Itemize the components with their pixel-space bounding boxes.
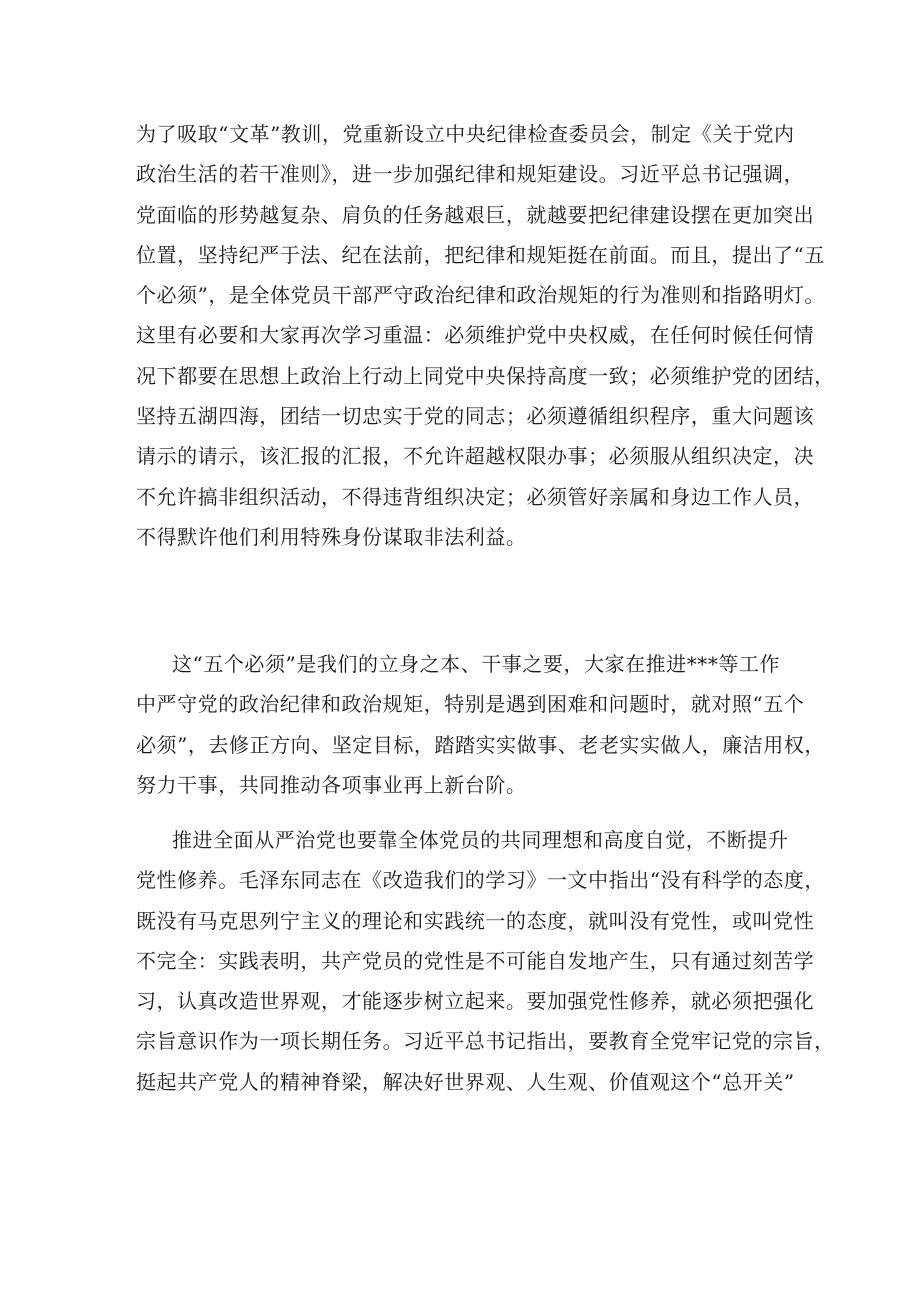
text-line: 挺起共产党人的精神脊梁，解决好世界观、人生观、价值观这个“总开关”: [136, 1069, 795, 1094]
text-line: 中严守党的政治纪律和政治规矩，特别是遇到困难和问题时，就对照“五个: [136, 692, 805, 717]
paragraph-1: [136, 114, 835, 557]
text-line-first: 推进全面从严治党也要靠全体党员的共同理想和高度自觉，不断提升: [172, 828, 789, 852]
text-line: 既没有马克思列宁主义的理论和实践统一的态度，就叫没有党性，或叫党性: [136, 908, 815, 933]
text-line: 党面临的形势越复杂、肩负的任务越艰巨，就越要把纪律建设摆在更加突出: [136, 202, 815, 227]
paragraph-2: [136, 644, 825, 805]
text-line: 必须”，去修正方向、坚定目标，踏踏实实做事、老老实实做人，廉洁用权，: [136, 732, 825, 757]
text-line: 个必须”，是全体党员干部严守政治纪律和政治规矩的行为准则和指路明灯。: [136, 283, 825, 308]
text-line: 不允许搞非组织活动，不得违背组织决定；必须管好亲属和身边工作人员，: [136, 484, 815, 509]
text-line: 坚持五湖四海，团结一切忠实于党的同志；必须遵循组织程序，重大问题该: [136, 404, 815, 429]
text-line: 习，认真改造世界观，才能逐步树立起来。要加强党性修养，就必须把强化: [136, 989, 815, 1014]
text-line: 不完全：实践表明，共产党员的党性是不可能自发地产生，只有通过刻苦学: [136, 948, 815, 973]
text-line: 不得默许他们利用特殊身份谋取非法利益。: [136, 524, 527, 549]
text-line: 努力干事，共同推动各项事业再上新台阶。: [136, 772, 527, 797]
text-line: 宗旨意识作为一项长期任务。习近平总书记指出，要教育全党牢记党的宗旨，: [136, 1029, 835, 1054]
text-line: 为了吸取“文革”教训，党重新设立中央纪律检查委员会，制定《关于党内: [136, 122, 795, 146]
paragraph-3: [136, 820, 835, 1102]
text-line: 政治生活的若干准则》，进一步加强纪律和规矩建设。习近平总书记强调，: [136, 162, 805, 187]
text-line: 请示的请示，该汇报的汇报，不允许超越权限办事；必须服从组织决定，决: [136, 444, 815, 469]
text-line-first: 这“五个必须”是我们的立身之本、干事之要，大家在推进***等工作: [172, 652, 781, 676]
text-line: 这里有必要和大家再次学习重温：必须维护党中央权威，在任何时候任何情: [136, 323, 815, 348]
text-line: 况下都要在思想上政治上行动上同党中央保持高度一致；必须维护党的团结，: [136, 363, 835, 388]
text-line: 位置，坚持纪严于法、纪在法前，把纪律和规矩挺在前面。而且，提出了“五: [136, 242, 825, 267]
text-line: 党性修养。毛泽东同志在《改造我们的学习》一文中指出“没有科学的态度，: [136, 868, 825, 893]
